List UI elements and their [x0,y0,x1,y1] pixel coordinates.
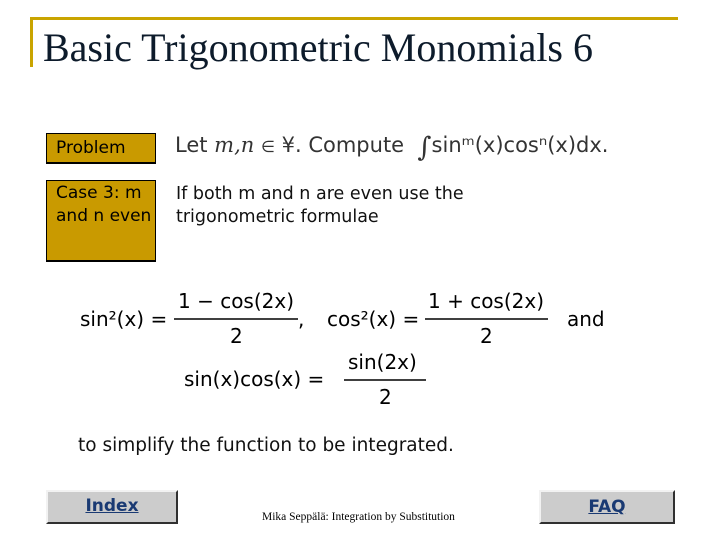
problem-let: Let [175,133,208,157]
cos-squared-lhs: cos²(x) = [327,307,420,331]
sin-squared-numerator: 1 − cos(2x) [178,289,295,313]
sin-cos-denominator: 2 [379,385,392,409]
faq-button[interactable] [539,490,675,524]
slide-title: Basic Trigonometric Monomials 6 [43,25,593,70]
title-frame-top-rule [30,17,678,20]
problem-statement [175,132,608,163]
sin-cos-numerator: sin(2x) [348,350,417,374]
faq-label: FAQ [588,497,626,517]
integral-symbol: ∫ [417,132,432,163]
trig-formulae [70,288,630,418]
index-label: Index [85,496,139,516]
problem-compute: . Compute [294,133,405,157]
sin-cos-lhs: sin(x)cos(x) = [184,367,325,391]
cos-squared-denominator: 2 [480,324,493,348]
case-3-label: Case 3: m and n even [46,180,156,262]
element-of-symbol: ∈ [260,137,275,156]
footer-citation: Mika Seppälä: Integration by Substitution [262,511,455,523]
problem-label: Problem [46,133,156,164]
and-connector: and [567,307,605,331]
title-frame-left-rule [30,17,33,67]
cos-squared-numerator: 1 + cos(2x) [428,289,545,313]
index-button[interactable] [46,490,178,524]
summary-text: to simplify the function to be integrated. [78,435,454,456]
integer-set-symbol: ¥ [281,133,295,157]
sin-squared-lhs: sin²(x) = [80,307,168,331]
integrand: sinᵐ(x)cosⁿ(x)dx. [431,133,609,157]
case-3-description: If both m and n are even use the trigonometric formulae [176,184,464,227]
sin-squared-separator: , [298,307,305,331]
problem-variables: m,n [214,133,255,157]
sin-squared-denominator: 2 [230,324,243,348]
